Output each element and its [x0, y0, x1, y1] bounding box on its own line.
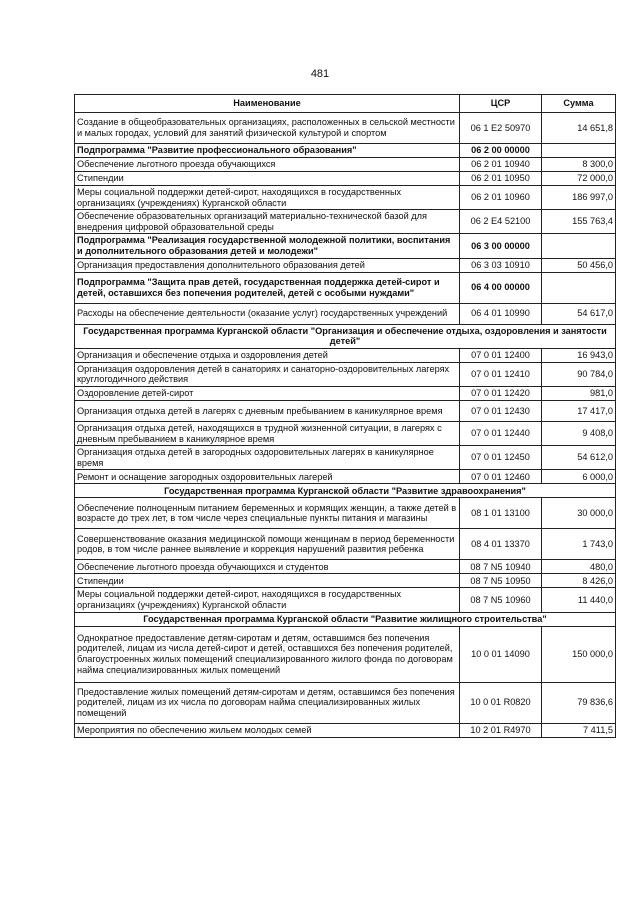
- header-name: Наименование: [75, 95, 460, 113]
- row-name: Создание в общеобразовательных организациях, расположенных в сельской местности и малых городах, условий для занятий физической культурой и спортом: [75, 113, 460, 144]
- row-sum: 155 763,4: [542, 210, 616, 234]
- row-code: 07 0 01 12440: [460, 421, 542, 445]
- table-row: [75, 386, 616, 400]
- table-row: [75, 574, 616, 588]
- row-sum: 7 411,5: [542, 723, 616, 737]
- row-code: 10 0 01 14090: [460, 626, 542, 682]
- row-sum: 54 612,0: [542, 446, 616, 470]
- row-sum: 186 997,0: [542, 186, 616, 210]
- row-code: 06 2 01 10960: [460, 186, 542, 210]
- row-code: 07 0 01 12420: [460, 386, 542, 400]
- table-row: [75, 158, 616, 172]
- row-code: 08 4 01 13370: [460, 529, 542, 560]
- row-name: Оздоровление детей-сирот: [75, 386, 460, 400]
- row-sum: 1 743,0: [542, 529, 616, 560]
- row-name: Подпрограмма "Развитие профессионального образования": [75, 144, 460, 158]
- table-row: [75, 303, 616, 324]
- program-title: Государственная программа Курганской области "Развитие жилищного строительства": [75, 612, 616, 626]
- program-heading-row: [75, 324, 616, 348]
- table-row: [75, 210, 616, 234]
- row-name: Организация отдыха детей, находящихся в трудной жизненной ситуации, в лагерях с дневным пребыванием в каникулярное время: [75, 421, 460, 445]
- table-header-row: [75, 95, 616, 113]
- program-heading-row: [75, 484, 616, 498]
- row-name: Однократное предоставление детям-сиротам и детям, оставшимся без попечения родителей, лицам из числа детей-сирот и детей, оставшихся без попечения родителей, благоустроенных жилых помещений специализированного жилого фонда по договорам найма специализированных жилых помещений: [75, 626, 460, 682]
- row-code: 07 0 01 12460: [460, 470, 542, 484]
- row-code: 08 7 N5 10950: [460, 574, 542, 588]
- row-sum: 9 408,0: [542, 421, 616, 445]
- subprogram-row: [75, 272, 616, 303]
- table-row: [75, 172, 616, 186]
- row-code: 07 0 01 12400: [460, 348, 542, 362]
- header-sum: Сумма: [542, 95, 616, 113]
- row-name: Обеспечение образовательных организаций материально-технической базой для внедрения цифровой образовательной среды: [75, 210, 460, 234]
- table-row: [75, 529, 616, 560]
- row-name: Обеспечение полноценным питанием беременных и кормящих женщин, а также детей в возрасте до трех лет, в том числе через специальные пункты питания и магазины: [75, 498, 460, 529]
- table-row: [75, 588, 616, 612]
- row-code: 06 4 01 10990: [460, 303, 542, 324]
- row-name: Меры социальной поддержки детей-сирот, находящихся в государственных организациях (учреждениях) Курганской области: [75, 588, 460, 612]
- row-sum: 981,0: [542, 386, 616, 400]
- table-row: [75, 362, 616, 386]
- row-name: Стипендии: [75, 172, 460, 186]
- row-sum: 480,0: [542, 560, 616, 574]
- subprogram-row: [75, 144, 616, 158]
- row-sum: 6 000,0: [542, 470, 616, 484]
- row-code: 06 3 03 10910: [460, 258, 542, 272]
- row-code: 08 1 01 13100: [460, 498, 542, 529]
- row-code: 06 2 E4 52100: [460, 210, 542, 234]
- table-row: [75, 258, 616, 272]
- row-sum: [542, 144, 616, 158]
- program-heading-row: [75, 612, 616, 626]
- row-sum: 14 651,8: [542, 113, 616, 144]
- table-row: [75, 560, 616, 574]
- row-name: Организация отдыха детей в загородных оздоровительных лагерях в каникулярное время: [75, 446, 460, 470]
- table-row: [75, 470, 616, 484]
- row-code: 06 4 00 00000: [460, 272, 542, 303]
- row-sum: 16 943,0: [542, 348, 616, 362]
- row-name: Предоставление жилых помещений детям-сиротам и детям, оставшимся без попечения родителей, лицам из их числа по договорам найма специализированных жилых помещений: [75, 682, 460, 723]
- page-number: 481: [310, 68, 330, 80]
- table-row: [75, 113, 616, 144]
- row-sum: [542, 234, 616, 258]
- row-sum: 79 836,6: [542, 682, 616, 723]
- row-code: 08 7 N5 10960: [460, 588, 542, 612]
- row-code: 08 7 N5 10940: [460, 560, 542, 574]
- row-name: Расходы на обеспечение деятельности (оказание услуг) государственных учреждений: [75, 303, 460, 324]
- row-code: 06 3 00 00000: [460, 234, 542, 258]
- row-name: Организация предоставления дополнительного образования детей: [75, 258, 460, 272]
- row-name: Ремонт и оснащение загородных оздоровительных лагерей: [75, 470, 460, 484]
- table-body: [75, 113, 616, 738]
- row-name: Организация отдыха детей в лагерях с дневным пребыванием в каникулярное время: [75, 400, 460, 421]
- row-code: 06 2 01 10950: [460, 172, 542, 186]
- row-sum: 8 426,0: [542, 574, 616, 588]
- row-name: Организация оздоровления детей в санаториях и санаторно-оздоровительных лагерях круглогодичного действия: [75, 362, 460, 386]
- row-code: 07 0 01 12410: [460, 362, 542, 386]
- table-row: [75, 626, 616, 682]
- row-name: Стипендии: [75, 574, 460, 588]
- row-name: Обеспечение льготного проезда обучающихся и студентов: [75, 560, 460, 574]
- row-name: Подпрограмма "Защита прав детей, государственная поддержка детей-сирот и детей, оставшихся без попечения родителей, детей с особыми нуждами": [75, 272, 460, 303]
- subprogram-row: [75, 234, 616, 258]
- row-name: Подпрограмма "Реализация государственной молодежной политики, воспитания и дополнительного образования детей и молодежи": [75, 234, 460, 258]
- table-row: [75, 446, 616, 470]
- row-code: 07 0 01 12430: [460, 400, 542, 421]
- row-code: 06 1 E2 50970: [460, 113, 542, 144]
- program-title: Государственная программа Курганской области "Организация и обеспечение отдыха, оздоровления и занятости детей": [75, 324, 616, 348]
- row-name: Мероприятия по обеспечению жильем молодых семей: [75, 723, 460, 737]
- row-sum: 30 000,0: [542, 498, 616, 529]
- row-code: 10 2 01 R4970: [460, 723, 542, 737]
- row-sum: 72 000,0: [542, 172, 616, 186]
- row-name: Организация и обеспечение отдыха и оздоровления детей: [75, 348, 460, 362]
- row-sum: 8 300,0: [542, 158, 616, 172]
- row-sum: 50 456,0: [542, 258, 616, 272]
- table-row: [75, 400, 616, 421]
- row-code: 06 2 01 10940: [460, 158, 542, 172]
- row-code: 10 0 01 R0820: [460, 682, 542, 723]
- table-row: [75, 682, 616, 723]
- table-row: [75, 186, 616, 210]
- row-code: 07 0 01 12450: [460, 446, 542, 470]
- row-sum: 11 440,0: [542, 588, 616, 612]
- row-sum: [542, 272, 616, 303]
- program-title: Государственная программа Курганской области "Развитие здравоохранения": [75, 484, 616, 498]
- table-row: [75, 348, 616, 362]
- budget-table: [74, 94, 616, 738]
- row-sum: 150 000,0: [542, 626, 616, 682]
- row-name: Совершенствование оказания медицинской помощи женщинам в период беременности родов, в том числе раннее выявление и коррекция нарушений развития ребенка: [75, 529, 460, 560]
- row-sum: 17 417,0: [542, 400, 616, 421]
- row-code: 06 2 00 00000: [460, 144, 542, 158]
- header-code: ЦСР: [460, 95, 542, 113]
- row-sum: 90 784,0: [542, 362, 616, 386]
- row-name: Меры социальной поддержки детей-сирот, находящихся в государственных организациях (учреждениях) Курганской области: [75, 186, 460, 210]
- table-row: [75, 498, 616, 529]
- table-row: [75, 723, 616, 737]
- row-name: Обеспечение льготного проезда обучающихся: [75, 158, 460, 172]
- table-row: [75, 421, 616, 445]
- row-sum: 54 617,0: [542, 303, 616, 324]
